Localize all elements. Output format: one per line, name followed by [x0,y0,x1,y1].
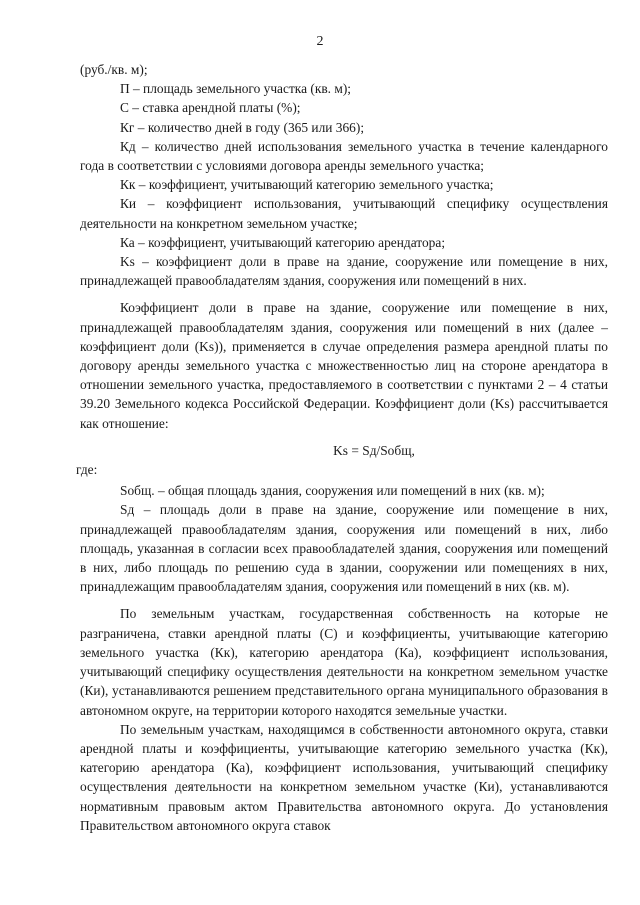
definition-kk: Кк – коэффициент, учитывающий категорию земельного участка; [120,177,494,193]
definition-ki: Ки – коэффициент использования, учитывающий специфику осуществления деятельности на конкретном земельном участке; [80,196,608,231]
document-body [76,60,608,835]
definition-days-in-year: Кг – количество дней в году (365 или 366); [120,119,365,135]
definition-ks: Ks – коэффициент доли в праве на здание, сооружение или помещение в них, принадлежащей правообладателям здания, сооружения или помещений в них. [80,254,608,289]
paragraph-unrestricted-land: По земельным участкам, государственная собственность на которые не разграничена, ставки арендной платы (С) и коэффициенты, учитывающие категорию земельного участка (Кк), категорию арендатора (Ка), коэффициент использования, учитывающий специфику осуществления деятельности на конкретном земельном участке (Ки), устанавливаются решением представительного органа муниципального образования в автономном округе, на территории которого находятся земельные участки. [80,606,608,718]
definition-ka: Ка – коэффициент, учитывающий категорию арендатора; [120,234,446,250]
paragraph-ks-coefficient: Коэффициент доли в праве на здание, сооружение или помещение в них, принадлежащей правообладателям здания, сооружения или помещений в них (далее – коэффициент доли (Ks)), применяется в случае определения размера арендной платы по договору аренды земельного участка с множественностью лиц на стороне арендатора в отношении земельного участка, предоставляемого в соответствии с пунктами 2 – 4 статьи 39.20 Земельного кодекса Российской Федерации. Коэффициент доли (Ks) рассчитывается как отношение: [80,300,608,431]
definition-area: П – площадь земельного участка (кв. м); [120,81,352,97]
definition-rate: С – ставка арендной платы (%); [120,100,301,116]
page-number: 2 [316,34,324,49]
definition-days-of-use: Кд – количество дней использования земельного участка в течение календарного года в соответствии с условиями договора аренды земельного участка; [80,138,608,174]
paragraph-okrug-land: По земельным участкам, находящимся в собственности автономного округа, ставки арендной платы и коэффициенты, учитывающие категорию земельного участка (Кк), категорию арендатора (Ка), коэффициент использования, учитывающий специфику осуществления деятельности на конкретном земельном участке (Ки), устанавливаются нормативным правовым актом Правительства автономного округа. До установления Правительством автономного округа ставок [80,721,608,833]
definition-s-share: Sд – площадь доли в праве на здание, сооружение или помещение в них, принадлежащей правообладателям здания, сооружения или помещений в них, либо площадь, указанная в согласии всех правообладателей здания, сооружения или помещений в них, либо площадь по решению суда в здании, сооружении или помещениях в них, принадлежащим правообладателям здания, сооружения или помещений в них (кв. м). [80,502,608,595]
formula-ks: Ks = Sд/Sобщ, [333,442,415,458]
paragraph-unit-tail: (руб./кв. м); [80,62,148,77]
definition-s-total: Sобщ. – общая площадь здания, сооружения или помещений в них (кв. м); [120,483,545,499]
where-label: где: [76,462,98,478]
